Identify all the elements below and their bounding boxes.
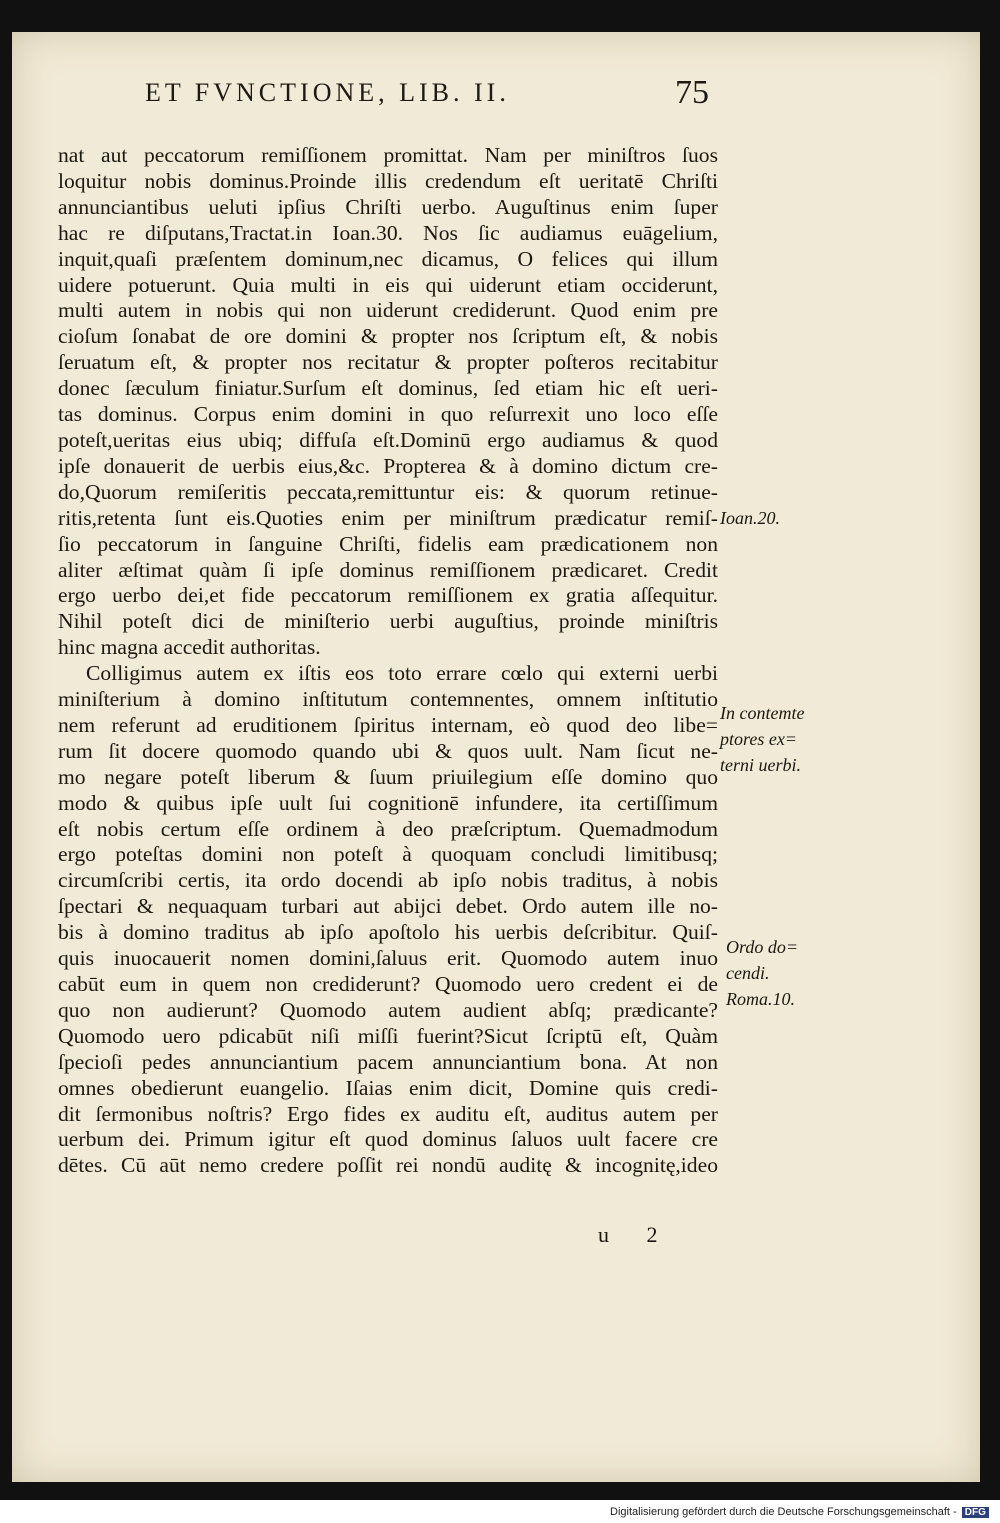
text-line: ſpectari & nequaquam turbari aut abijci debet. Ordo autem ille no- — [58, 894, 718, 919]
text-line: quo non audierunt? Quomodo autem audient abſq; prædicante? — [58, 997, 718, 1022]
text-line: modo & quibus ipſe uult ſui cognitionē infundere, ita certiſſimum — [58, 790, 718, 815]
text-line: ritis,retenta ſunt eis.Quoties enim per miniſtrum prædicatur remiſ- — [58, 505, 718, 530]
text-line: uerbum dei. Primum igitur eſt quod dominus ſaluos uult facere cre — [58, 1127, 718, 1152]
signature-mark: u 2 — [598, 1222, 674, 1247]
text-line: hac re diſputans,Tractat.in Ioan.30. Nos ſic audiamus euāgelium, — [58, 220, 718, 245]
text-line: hinc magna accedit authoritas. — [58, 635, 321, 660]
text-line: omnes obedierunt euangelio. Iſaias enim dicit, Domine quis credi- — [58, 1075, 718, 1100]
text-line: mo negare poteſt liberum & ſuum priuilegium eſſe domino quo — [58, 764, 718, 789]
page-number: 75 — [675, 74, 709, 111]
running-title: ET FVNCTIONE, LIB. II. — [145, 78, 510, 107]
text-line: circumſcribi certis, ita ordo docendi ab ipſo nobis traditus, à nobis — [58, 868, 718, 893]
text-line: miniſterium à domino inſtitutum contemnentes, omnem inſtitutio — [58, 687, 718, 712]
marginal-note-contemptores — [720, 700, 804, 778]
text-line: dētes. Cū aūt nemo credere poſſit rei nondū auditę & incognitę,ideo — [58, 1153, 718, 1178]
text-line: cioſum ſonabat de ore domini & propter nos ſcriptum eſt, & nobis — [58, 324, 718, 349]
text-line: loquitur nobis dominus.Proinde illis credendum eſt ueritatē Chriſti — [58, 168, 718, 193]
marginal-note-line: In contemte — [720, 703, 805, 723]
text-line: ſio peccatorum in ſanguine Chriſti, fidelis eam prædicationem non — [58, 531, 718, 556]
marginal-note-line: Ordo do= — [726, 937, 798, 957]
text-line: ergo poteſtas domini non poteſt à quoquam concludi limitibusq; — [58, 842, 718, 867]
credit-text: Digitalisierung gefördert durch die Deutsche Forschungsgemeinschaft - — [610, 1506, 957, 1518]
text-line: poteſt,ueritas eius ubiq; diffuſa eſt.Dominū ergo audiamus & quod — [58, 427, 718, 452]
marginal-note-line: cendi. — [726, 963, 770, 983]
marginal-note-ioan — [720, 505, 780, 531]
dfg-logo: DFG — [962, 1507, 989, 1518]
marginal-note-line: Ioan.20. — [720, 508, 780, 528]
text-line: eſt nobis certum eſſe ordinem à deo præſcriptum. Quemadmodum — [58, 816, 718, 841]
text-line: dit ſermonibus noſtris? Ergo fides ex auditu eſt, auditus autem per — [58, 1101, 718, 1126]
marginal-note-line: ptores ex= — [720, 729, 797, 749]
text-line: ſpecioſi pedes annunciantium pacem annunciantium bona. At non — [58, 1049, 718, 1074]
text-line: nem referunt ad eruditionem ſpiritus internam, eò quod deo libe= — [58, 712, 718, 737]
text-line: do,Quorum remiſeritis peccata,remittuntur eis: & quorum retinue- — [58, 479, 718, 504]
text-line: ſeruatum eſt, & propter nos recitatur & propter poſteros recitabitur — [58, 350, 718, 375]
body-text — [58, 143, 718, 1179]
text-line: Colligimus autem ex iſtis eos toto errare cœlo qui externi uerbi — [86, 661, 718, 686]
marginal-note-line: Roma.10. — [726, 989, 795, 1009]
marginal-note-ordo-docendi — [726, 934, 798, 1012]
text-line: annunciantibus ueluti ipſius Chriſti uerbo. Auguſtinus enim ſuper — [58, 194, 718, 219]
text-line: aliter æſtimat quàm ſi ipſe dominus remiſſionem prædicaret. Credit — [58, 557, 718, 582]
text-line: uidere potuerunt. Quia multi in eis qui uiderunt etiam occiderunt, — [58, 272, 718, 297]
text-line: ipſe donauerit de uerbis eius,&c. Propterea & à domino dictum cre- — [58, 453, 718, 478]
text-line: quis inuocauerit nomen domini,ſaluus erit. Quomodo autem inuo — [58, 946, 718, 971]
text-line: multi autem in nobis qui non uiderunt crediderunt. Quod enim pre — [58, 298, 718, 323]
digitization-credit — [610, 1506, 989, 1518]
text-line: Quomodo uero pdicabūt niſi miſſi fuerint?Sicut ſcriptū eſt, Quàm — [58, 1023, 718, 1048]
text-line: Nihil poteſt dici de miniſterio uerbi auguſtius, proinde miniſtris — [58, 609, 718, 634]
text-line: inquit,quaſi præſentem dominum,nec dicamus, O felices qui illum — [58, 246, 718, 271]
text-line: nat aut peccatorum remiſſionem promittat. Nam per miniſtros ſuos — [58, 143, 718, 167]
marginal-note-line: terni uerbi. — [720, 755, 801, 775]
text-line: ergo uerbo dei,et fide peccatorum remiſſionem ex gratia aſſequitur. — [58, 583, 718, 608]
text-line: tas dominus. Corpus enim domini in quo reſurrexit uno loco eſſe — [58, 402, 718, 427]
text-line: rum ſit docere quomodo quando ubi & quos uult. Nam ſicut ne- — [58, 738, 718, 763]
text-line: bis à domino traditus ab ipſo apoſtolo his uerbis deſcribitur. Quiſ- — [58, 920, 718, 945]
text-line: cabūt eum in quem non crediderunt? Quomodo uero credent ei de — [58, 972, 718, 996]
text-line: donec ſæculum finiatur.Surſum eſt dominus, ſed etiam hic eſt ueri- — [58, 376, 718, 401]
